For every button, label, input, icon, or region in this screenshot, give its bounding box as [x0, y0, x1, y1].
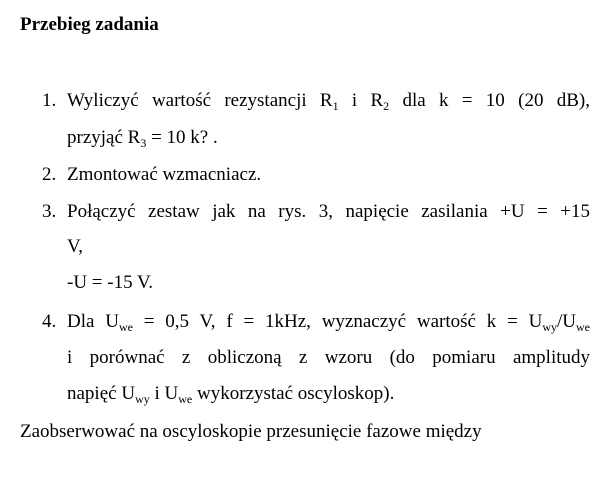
item-4-line-2: i porównać z obliczoną z wzoru (do pomiaru amplitudy: [67, 347, 590, 368]
subscript: 3: [140, 136, 147, 150]
text: /U: [557, 311, 576, 332]
text: i U: [149, 383, 179, 404]
subscript: 2: [383, 99, 390, 113]
text: napięć U: [67, 383, 136, 404]
list-number-3: 3.: [42, 201, 57, 222]
subscript: wy: [542, 320, 557, 334]
section-heading: Przebieg zadania: [20, 14, 159, 35]
subscript: we: [118, 320, 133, 334]
text: Wyliczyć wartość rezystancji R: [67, 90, 333, 111]
subscript: wy: [135, 392, 150, 406]
item-4-line-1: [67, 311, 590, 333]
list-number-1: 1.: [42, 90, 57, 111]
text: i R: [338, 90, 384, 111]
text: = 0,5 V, f = 1kHz, wyznaczyć wartość k = U: [132, 311, 543, 332]
item-4-line-3: [67, 383, 394, 405]
list-number-4: 4.: [42, 311, 57, 332]
footer-paragraph-line: Zaobserwować na oscyloskopie przesunięcie fazowe między: [20, 421, 482, 442]
subscript: 1: [332, 99, 339, 113]
list-number-2: 2.: [42, 164, 57, 185]
item-1-line-1: [67, 90, 590, 112]
text: Dla U: [67, 311, 119, 332]
subscript: we: [178, 392, 193, 406]
item-2-text: Zmontować wzmacniacz.: [67, 164, 262, 185]
text: wykorzystać oscyloskop).: [192, 383, 395, 404]
text: przyjąć R: [67, 127, 141, 148]
item-3-line-1: Połączyć zestaw jak na rys. 3, napięcie zasilania +U = +15: [67, 201, 590, 222]
item-3-line-2: V,: [67, 236, 84, 257]
item-1-line-2: [67, 127, 218, 149]
item-3-line-3: -U = -15 V.: [67, 272, 154, 293]
page-cutoff: [0, 461, 605, 477]
text: dla k = 10 (20 dB),: [389, 90, 590, 111]
subscript: we: [576, 320, 590, 334]
text: = 10 k? .: [146, 127, 218, 148]
